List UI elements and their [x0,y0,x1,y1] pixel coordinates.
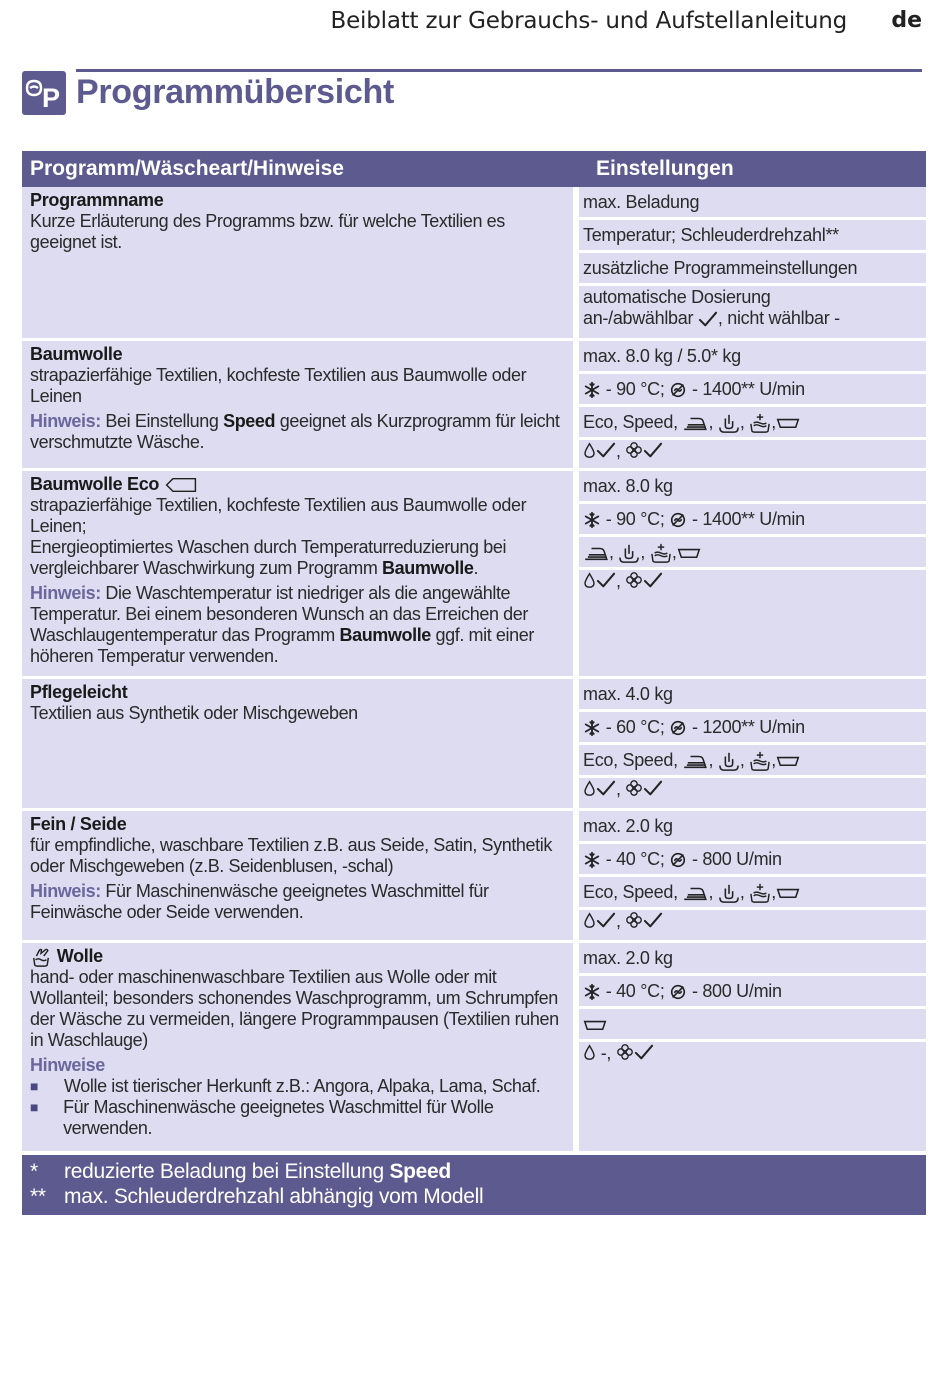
pflegeleicht-settings [579,679,926,808]
dosing-label: automatische Dosierung [583,287,771,307]
load-cell: max. 8.0 kg / 5.0* kg [579,341,926,371]
options-text: Eco, Speed, [583,882,678,902]
load-cell: max. 2.0 kg [579,943,926,973]
eco-wash-icon [776,884,800,902]
program-row-fein-seide [22,811,926,940]
no-spin-icon [669,983,687,1001]
dosing-cell [579,1042,926,1151]
water-plus-icon [650,543,672,563]
spin-speed: - 1400** U/min [691,379,805,399]
footnote-text-part: reduzierte Beladung bei Einstellung [64,1160,390,1183]
iron-icon [682,414,708,432]
iron-icon [682,752,708,770]
options-cell: , , , [579,537,926,567]
footnote-bold: Speed [389,1160,451,1183]
program-hint [30,583,573,667]
temp-spin-cell [579,976,926,1006]
flower-icon [616,1043,634,1061]
footnote-marker: * [30,1160,38,1183]
program-description: für empfindliche, waschbare Textilien z.B. aus Seide, Satin, Synthetik oder Mischgeweben (z.B. Seidenblusen, -schal) [30,835,552,876]
options-cell: Eco, Speed, , , , [579,745,926,775]
program-table [22,151,926,1215]
eco-wash-icon [776,414,800,432]
program-description: strapazierfähige Textilien, kochfeste Textilien aus Baumwolle oder Leinen [30,365,527,406]
check-icon [643,441,663,459]
water-plus-icon [749,883,771,903]
hint-text: ggf. mit einer höheren Temperatur verwenden. [30,625,534,666]
baumwolle-eco-description [22,471,573,676]
column-header-program: Programm/Wäscheart/Hinweise [30,157,344,180]
temp-spin-cell [579,844,926,874]
check-icon [643,911,663,929]
footnote-marker: ** [30,1185,46,1208]
program-description: Kurze Erläuterung des Programms bzw. für welche Textilien es geeignet ist. [30,211,505,252]
list-item-text: Für Maschinenwäsche geeignetes Waschmittel für Wolle verwenden. [63,1097,494,1139]
list-item [30,1097,573,1139]
temp-spin-cell [579,374,926,404]
hint-text: Bei Einstellung [100,411,224,431]
temperature: - 40 °C; [605,981,665,1001]
water-plus-icon [749,751,771,771]
eco-wash-icon [776,752,800,770]
dosing-cell [579,286,926,338]
fein-seide-settings [579,811,926,940]
drop-icon [583,779,596,797]
check-icon [634,1043,654,1061]
hint-label: Hinweis: [30,411,101,431]
program-name: Fein / Seide [30,814,127,834]
footnote [30,1184,926,1209]
dosing-not-selectable: -, [600,1043,612,1063]
program-name: Programmname [30,190,164,210]
baumwolle-eco-settings [579,471,926,676]
fein-seide-description [22,811,573,940]
legend-settings [579,187,926,338]
temp-spin-cell [579,504,926,534]
options-cell: Eco, Speed, , , , [579,407,926,437]
flower-icon [625,571,643,589]
dosing-cell: , [579,778,926,808]
dosing-selectable [583,308,926,329]
temperature: - 40 °C; [605,849,665,869]
program-name: Baumwolle [30,344,123,364]
eco-icon [164,476,198,494]
program-row-baumwolle [22,341,926,468]
desc-text: Energieoptimiertes Waschen durch Temperaturreduzierung bei vergleichbarer Waschwirkung zum Programm [30,537,507,578]
water-plus-icon [749,413,771,433]
options-cell: Eco, Speed, , , , [579,877,926,907]
options-text: Eco, Speed, [583,750,678,770]
no-spin-icon [669,511,687,529]
dosing-cell: , [579,570,926,676]
program-row-baumwolle-eco [22,471,926,676]
bullet-square-icon: ■ [30,1099,39,1116]
baumwolle-settings [579,341,926,468]
snowflake-icon [583,851,601,869]
flower-icon [625,779,643,797]
no-spin-icon [669,851,687,869]
options-text: Eco, Speed, [583,412,678,432]
hint-label: Hinweis: [30,583,101,603]
program-name: Baumwolle Eco [30,474,160,494]
temp-spin-cell: Temperatur; Schleuderdrehzahl** [579,220,926,250]
drop-icon [583,1043,596,1061]
svg-text:P: P [42,83,61,113]
check-icon [596,911,616,929]
page-header [0,8,950,36]
temperature: - 90 °C; [605,509,665,529]
snowflake-icon [583,719,601,737]
table-header [22,151,926,187]
load-cell: max. 2.0 kg [579,811,926,841]
program-row-wolle [22,943,926,1151]
hint-text: Für Maschinenwäsche geeignetes Waschmittel für Feinwäsche oder Seide verwenden. [30,881,489,922]
document-title: Beiblatt zur Gebrauchs- und Aufstellanleitung [330,8,847,34]
options-cell [579,1009,926,1039]
list-item-text: Wolle ist tierischer Herkunft z.B.: Angora, Alpaka, Lama, Schaf. [64,1076,541,1097]
spin-speed: - 1400** U/min [691,509,805,529]
flower-icon [625,911,643,929]
spin-speed: - 800 U/min [691,981,782,1001]
spin-speed: - 800 U/min [691,849,782,869]
hint-label: Hinweis: [30,881,101,901]
check-icon [643,571,663,589]
legend-description [22,187,573,338]
column-header-settings: Einstellungen [596,157,734,180]
no-spin-icon [669,719,687,737]
drop-icon [583,571,596,589]
program-hint [30,411,573,453]
program-hint [30,881,573,923]
snowflake-icon [583,511,601,529]
hint-text: Die Waschtemperatur ist niedriger als die angewählte Temperatur. Bei einem besonderen Wunsch an das Erreichen der Waschlaugentemperatur das Programm [30,583,528,645]
language-code: de [891,8,922,33]
program-overview-icon [22,71,66,115]
bullet-square-icon: ■ [30,1078,39,1095]
program-description: strapazierfähige Textilien, kochfeste Textilien aus Baumwolle oder Leinen; [30,495,527,536]
hand-wash-icon [30,947,52,967]
drop-icon [583,441,596,459]
eco-wash-icon [677,544,701,562]
hand-plus-icon [718,751,740,771]
dosing-cell: , [579,910,926,940]
snowflake-icon [583,983,601,1001]
no-spin-icon [669,381,687,399]
load-cell: max. 8.0 kg [579,471,926,501]
title-rule [76,69,922,72]
temperature: - 60 °C; [605,717,665,737]
hint-bold: Baumwolle [339,625,431,645]
program-description: hand- oder maschinenwaschbare Textilien aus Wolle oder mit Wollanteil; besonders schonendes Waschprogramm, um Schrumpfen der Wäsche zu vermeiden, längere Programmpausen (Textilien ruhen in Waschlauge) [30,967,559,1051]
hint-bold: Speed [223,411,276,431]
pflegeleicht-description [22,679,573,808]
footnote-text: max. Schleuderdrehzahl abhängig vom Modell [64,1185,484,1208]
drop-icon [583,911,596,929]
program-description: Textilien aus Synthetik oder Mischgeweben [30,703,358,723]
check-icon [643,779,663,797]
program-description-2 [30,537,573,579]
baumwolle-description [22,341,573,468]
hand-plus-icon [718,883,740,903]
temp-spin-cell [579,712,926,742]
wolle-settings [579,943,926,1151]
footnote [30,1159,926,1184]
hint-label: Hinweise [30,1055,105,1076]
flower-icon [625,441,643,459]
spin-speed: - 1200** U/min [691,717,805,737]
dosing-not-selectable-text: , nicht wählbar - [717,308,840,328]
program-name: Pflegeleicht [30,682,128,702]
snowflake-icon [583,381,601,399]
load-cell: max. 4.0 kg [579,679,926,709]
hand-plus-icon [618,543,640,563]
eco-wash-icon [583,1016,607,1034]
program-name-row [30,946,573,967]
hint-text: geeignet als Kurzprogramm für leicht verschmutzte Wäsche. [30,411,560,452]
hand-plus-icon [718,413,740,433]
load-cell: max. Beladung [579,187,926,217]
legend-row [22,187,926,338]
check-icon [596,571,616,589]
check-icon [596,779,616,797]
page-title: Programmübersicht [76,73,394,111]
iron-icon [682,884,708,902]
program-name-row [30,474,573,495]
footnotes [22,1155,926,1215]
check-icon [596,441,616,459]
desc-text: . [473,558,479,578]
desc-bold: Baumwolle [382,558,474,578]
temperature: - 90 °C; [605,379,665,399]
iron-icon [583,544,609,562]
options-cell: zusätzliche Programmeinstellungen [579,253,926,283]
footnote-text [64,1159,451,1184]
program-row-pflegeleicht [22,679,926,808]
wolle-description [22,943,573,1151]
list-item [30,1076,573,1097]
check-icon [698,310,718,328]
dosing-selectable-text: an-/abwählbar [583,308,698,328]
dosing-cell: , [579,440,926,468]
program-name: Wolle [56,946,103,966]
